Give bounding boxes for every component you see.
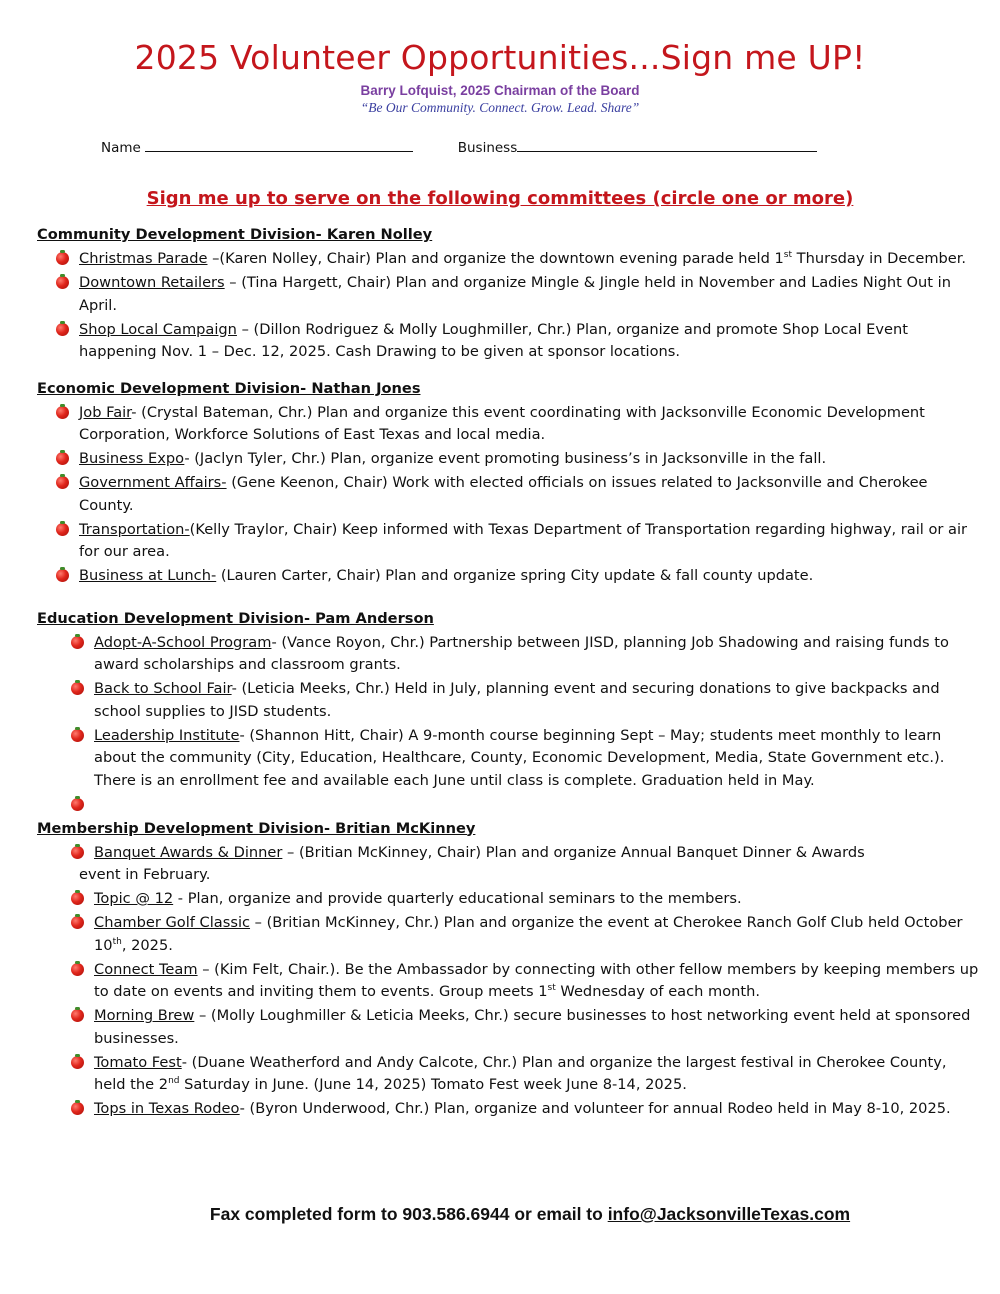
tomato-icon: [71, 636, 84, 649]
committee-name: Back to School Fair: [94, 680, 232, 697]
division-heading-economic: Economic Development Division- Nathan Jones: [37, 379, 421, 397]
committee-item[interactable]: [37, 1005, 982, 1050]
tomato-icon: [71, 963, 84, 976]
committee-description: - (Shannon Hitt, Chair) A 9-month course beginning Sept – May; students meet monthly to learn about the community (City, Education, Healthcare, County, Economic Development, Media, State Government etc.). There is an enrollment fee and available each June until class is complete. Graduation held in May.: [94, 726, 945, 789]
committee-description: - (Jaclyn Tyler, Chr.) Plan, organize event promoting business’s in Jacksonville in the fall.: [184, 450, 827, 467]
committee-name: Connect Team: [94, 960, 198, 978]
tagline: “Be Our Community. Connect. Grow. Lead. Share”: [360, 100, 640, 115]
tomato-icon: [71, 798, 84, 811]
committee-description: – (Britian McKinney, Chair) Plan and organize Annual Banquet Dinner & Awards: [282, 843, 865, 861]
committee-name: Adopt-A-School Program: [94, 633, 272, 651]
tomato-icon: [56, 252, 69, 265]
committee-name: Christmas Parade: [79, 250, 208, 267]
committee-name: Tomato Fest: [94, 1053, 182, 1071]
footer-instructions: [0, 1204, 1000, 1225]
page-title: 2025 Volunteer Opportunities...Sign me UP!: [134, 38, 866, 77]
committee-description: (Gene Keenon, Chair) Work with elected officials on issues related to Jacksonville and Cherokee County.: [79, 474, 928, 514]
committee-item[interactable]: [37, 725, 982, 793]
superscript: st: [547, 983, 556, 994]
chairman-subtitle: Barry Lofquist, 2025 Chairman of the Board: [360, 83, 640, 98]
committee-name: Transportation-: [79, 520, 190, 538]
tomato-icon: [56, 476, 69, 489]
division-heading-membership: Membership Development Division- Britian McKinney: [37, 819, 476, 837]
committee-item[interactable]: [37, 565, 982, 588]
committee-description: – (Molly Loughmiller & Leticia Meeks, Chr.) secure businesses to host networking event held at sponsored businesses.: [94, 1007, 971, 1047]
committee-item[interactable]: [37, 472, 982, 517]
committee-item[interactable]: [37, 272, 982, 317]
committee-instruction: Sign me up to serve on the following committees (circle one or more): [146, 188, 854, 209]
committee-item[interactable]: [37, 1098, 982, 1121]
tomato-icon: [71, 682, 84, 695]
committee-item[interactable]: [37, 402, 982, 447]
business-field[interactable]: [517, 139, 817, 152]
tomato-icon: [56, 523, 69, 536]
committee-item[interactable]: [37, 319, 982, 364]
committee-item[interactable]: [37, 678, 982, 723]
committee-description: – (Dillon Rodriguez & Molly Loughmiller, Chr.) Plan, organize and promote Shop Local Event happening Nov. 1 – Dec. 12, 2025. Cash Drawing to be given at sponsor locations.: [79, 320, 908, 360]
committee-list: [37, 224, 982, 1121]
name-field[interactable]: [145, 139, 413, 152]
business-label: Business: [457, 140, 518, 156]
committee-description: – (Tina Hargett, Chair) Plan and organize Mingle & Jingle held in November and Ladies Night Out in April.: [79, 274, 951, 314]
committee-description: (Kelly Traylor, Chair) Keep informed with Texas Department of Transportation regarding highway, rail or air for our area.: [79, 520, 968, 560]
superscript: nd: [168, 1076, 180, 1087]
tomato-icon: [56, 452, 69, 465]
superscript: st: [783, 250, 793, 261]
committee-name: Shop Local Campaign: [79, 320, 237, 338]
division-heading-community: Community Development Division- Karen Nolley: [37, 226, 433, 243]
committee-item[interactable]: [37, 888, 982, 911]
division-heading-education: Education Development Division- Pam Anderson: [37, 609, 434, 627]
tomato-icon: [56, 323, 69, 336]
footer-text: Fax completed form to 903.586.6944 or email to: [209, 1204, 608, 1224]
tomato-icon: [71, 916, 84, 929]
committee-item[interactable]: [37, 1052, 982, 1097]
committee-name: Tops in Texas Rodeo: [94, 1100, 240, 1117]
tomato-icon: [56, 276, 69, 289]
committee-name: Downtown Retailers: [79, 274, 225, 291]
name-label: Name: [101, 140, 141, 156]
committee-name: Business Expo: [79, 450, 185, 467]
committee-description-end: , 2025.: [121, 936, 173, 954]
email-link[interactable]: info@JacksonvilleTexas.com: [607, 1204, 851, 1224]
committee-item[interactable]: [37, 632, 982, 677]
committee-item[interactable]: [37, 912, 982, 957]
committee-description: – (Kim Felt, Chair.). Be the Ambassador by connecting with other fellow members by keeping members up to date on events and inviting them to events. Group meets 1: [94, 960, 979, 1000]
tomato-icon: [71, 892, 84, 905]
committee-description: - Plan, organize and provide quarterly educational seminars to the members.: [173, 890, 742, 907]
committee-item[interactable]: [37, 842, 982, 887]
committee-name: Leadership Institute: [94, 726, 240, 744]
signup-fields: [101, 139, 817, 156]
committee-name: Topic @ 12: [94, 890, 174, 907]
empty-committee-item[interactable]: [37, 794, 982, 816]
committee-name: Banquet Awards & Dinner: [94, 843, 283, 861]
committee-name: Government Affairs-: [79, 474, 227, 491]
committee-item[interactable]: [37, 448, 982, 471]
committee-item[interactable]: [37, 959, 982, 1004]
committee-description: (Lauren Carter, Chair) Plan and organize spring City update & fall county update.: [216, 567, 814, 584]
committee-name: Job Fair: [79, 403, 132, 421]
tomato-icon: [71, 1102, 84, 1115]
committee-name: Chamber Golf Classic: [94, 914, 251, 931]
committee-description: –(Karen Nolley, Chair) Plan and organize the downtown evening parade held 1: [207, 250, 784, 267]
tomato-icon: [71, 1009, 84, 1022]
committee-description: – (Britian McKinney, Chr.) Plan and organize the event at Cherokee Ranch Golf Club held October 10: [94, 914, 963, 954]
committee-description-cont: event in February.: [79, 866, 211, 883]
committee-description: - (Vance Royon, Chr.) Partnership between JISD, planning Job Shadowing and raising funds to award scholarships and classroom grants.: [94, 633, 949, 673]
committee-item[interactable]: [37, 248, 982, 271]
committee-description: - (Crystal Bateman, Chr.) Plan and organize this event coordinating with Jacksonville Economic Development Corporation, Workforce Solutions of East Texas and local media.: [79, 403, 925, 443]
committee-name: Business at Lunch-: [79, 567, 217, 584]
committee-description-end: Thursday in December.: [792, 250, 967, 267]
tomato-icon: [71, 846, 84, 859]
tomato-icon: [71, 729, 84, 742]
committee-description: - (Leticia Meeks, Chr.) Held in July, planning event and securing donations to give backpacks and school supplies to JISD students.: [94, 680, 940, 720]
committee-description: - (Byron Underwood, Chr.) Plan, organize and volunteer for annual Rodeo held in May 8-10, 2025.: [239, 1100, 951, 1117]
committee-item[interactable]: [37, 519, 982, 564]
tomato-icon: [71, 1056, 84, 1069]
committee-description-end: Saturday in June. (June 14, 2025) Tomato Fest week June 8-14, 2025.: [179, 1076, 687, 1093]
committee-description-end: Wednesday of each month.: [555, 983, 761, 1000]
tomato-icon: [56, 406, 69, 419]
committee-name: Morning Brew: [94, 1007, 195, 1024]
tomato-icon: [56, 569, 69, 582]
committee-description: - (Duane Weatherford and Andy Calcote, Chr.) Plan and organize the largest festival in Cherokee County, held the 2: [94, 1053, 947, 1093]
superscript: th: [112, 936, 122, 947]
